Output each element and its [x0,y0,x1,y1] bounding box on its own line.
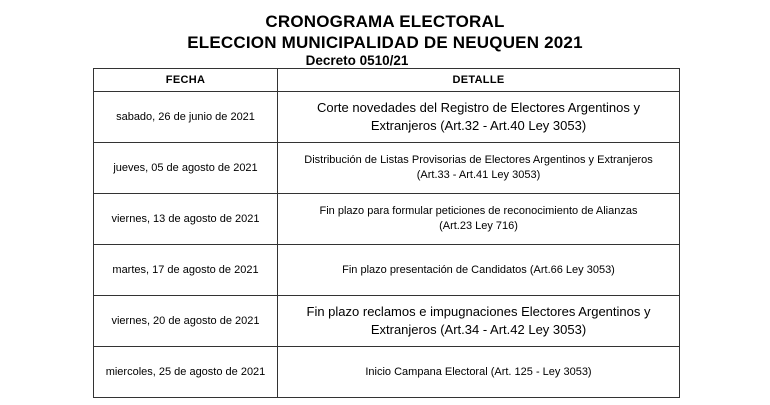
row-date: sabado, 26 de junio de 2021 [94,92,278,143]
row-detail-line: Extranjeros (Art.32 - Art.40 Ley 3053) [370,118,587,133]
row-date: jueves, 05 de agosto de 2021 [94,143,278,194]
row-detail [278,92,680,143]
row-detail [278,296,680,347]
row-detail [278,143,680,194]
table-row [94,143,680,194]
row-detail [278,245,680,296]
row-detail-line: Corte novedades del Registro de Electores Argentinos y [316,100,641,116]
table-row [94,194,680,245]
row-detail-line: Distribución de Listas Provisorias de Electores Argentinos y Extranjeros [304,154,653,167]
schedule-table [93,68,680,398]
row-date: miercoles, 25 de agosto de 2021 [94,347,278,398]
row-detail-line: Fin plazo para formular peticiones de reconocimiento de Alianzas [319,205,638,218]
column-header-fecha: FECHA [94,69,278,92]
decree-number: Decreto 0510/21 [305,53,409,68]
row-date: viernes, 13 de agosto de 2021 [94,194,278,245]
table-row [94,296,680,347]
row-detail-line: (Art.23 Ley 716) [439,220,518,232]
table-header-row [94,69,680,92]
row-detail-line: Inicio Campana Electoral (Art. 125 - Ley 3053) [365,365,592,378]
row-date: viernes, 20 de agosto de 2021 [94,296,278,347]
row-detail-line: Extranjeros (Art.34 - Art.42 Ley 3053) [370,322,587,337]
row-detail-line: Fin plazo presentación de Candidatos (Art.66 Ley 3053) [342,263,615,276]
column-header-detalle: DETALLE [278,69,680,92]
document-title: CRONOGRAMA ELECTORAL [265,12,505,31]
document-subtitle: ELECCION MUNICIPALIDAD DE NEUQUEN 2021 [187,33,583,52]
table-row [94,347,680,398]
table-row [94,92,680,143]
row-detail-line: Fin plazo reclamos e impugnaciones Electores Argentinos y [306,304,651,320]
row-detail [278,347,680,398]
row-date: martes, 17 de agosto de 2021 [94,245,278,296]
row-detail [278,194,680,245]
row-detail-line: (Art.33 - Art.41 Ley 3053) [416,169,541,181]
table-row [94,245,680,296]
